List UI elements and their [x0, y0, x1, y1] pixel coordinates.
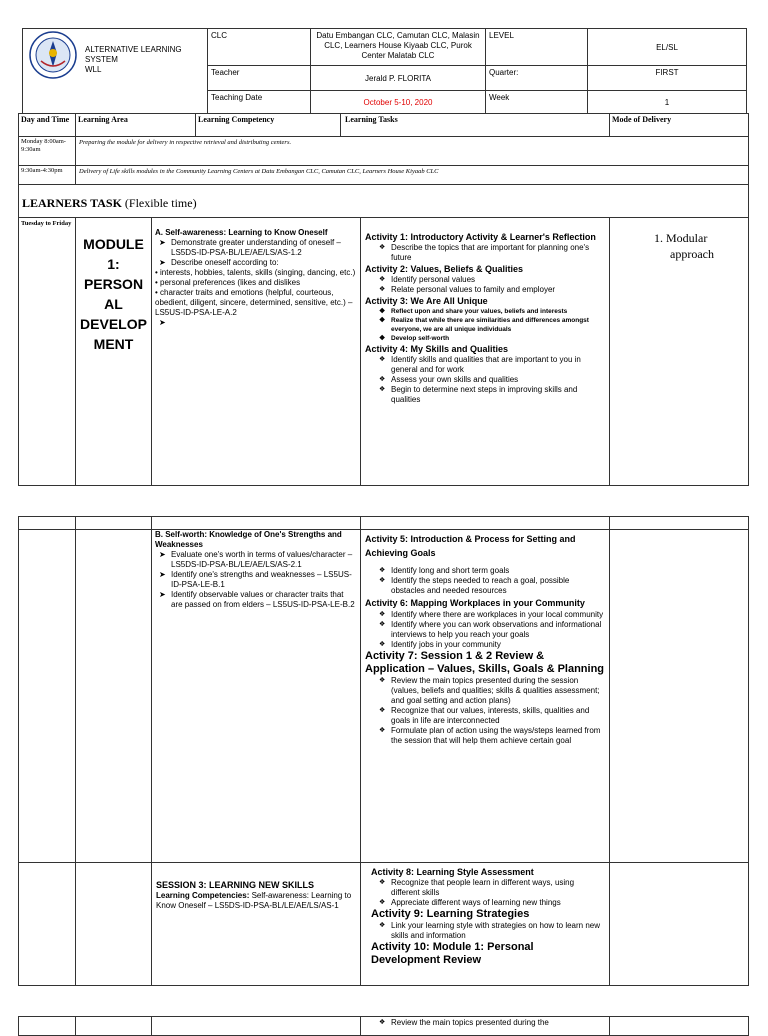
list-item: ❖ Reflect upon and share your values, beliefs and interests	[365, 307, 605, 316]
quarter-value: FIRST	[655, 68, 679, 77]
header-logo-cell	[22, 28, 208, 114]
row-monday-day: Monday 8:00am-9:30am	[18, 136, 76, 166]
tasks-3-cell	[360, 862, 610, 986]
list-item: ❖ Identify skills and qualities that are important to you in general and for work	[365, 355, 605, 375]
p2-top-row-c3	[151, 516, 361, 530]
session-3-comp-label: Learning Competencies:	[156, 891, 250, 900]
session-3-comp-text: Self-awareness: Learning to Know Oneself – LS5DS-ID-PSA-BL/LE/AE/LS/AS-1	[156, 891, 352, 910]
org-name-line-3: WLL	[85, 65, 102, 74]
deped-seal-icon	[29, 31, 77, 79]
level-value: EL/SL	[656, 43, 678, 52]
list-item: ❖ Describe the topics that are important for planning one's future	[365, 243, 605, 263]
list-item: ❖ Link your learning style with strategies on how to learn new skills and information	[365, 921, 605, 941]
teacher-value-cell	[310, 65, 486, 91]
mode-1-cell: 1. Modular approach	[609, 217, 749, 486]
clc-label: CLC	[211, 31, 228, 40]
tasks-1-cell	[360, 217, 610, 486]
clc-value-cell	[310, 28, 486, 66]
list-item: ❖ Recognize that our values, interests, skills, qualities and goals in life are interconnected	[365, 706, 605, 726]
session-3-cell	[151, 862, 361, 986]
list-item: ❖ Identify long and short term goals	[365, 566, 605, 576]
competency-b-cell	[151, 529, 361, 863]
level-value-cell	[587, 28, 747, 66]
list-item: ❖ Relate personal values to family and employer	[365, 285, 605, 295]
list-item: ❖ Formulate plan of action using the ways/steps learned from the session that will help them achieve certain goal	[365, 726, 605, 746]
list-item: ❖ Identify the steps needed to reach a goal, possible obstacles and needed resources	[365, 576, 605, 596]
activity-5-title: Activity 5: Introduction & Process for Setting and Achieving Goals	[365, 534, 576, 558]
list-item: ❖ Recognize that people learn in different ways, using different skills	[365, 878, 605, 898]
p2-top-row-c1	[18, 516, 76, 530]
p2-s3-area-cell	[75, 862, 152, 986]
learners-task-row	[18, 184, 749, 218]
list-item: ➤ Demonstrate greater understanding of oneself – LS5DS-ID-PSA-BL/LE/AE/LS/AS-1.2	[155, 238, 357, 258]
level-label: LEVEL	[489, 31, 514, 40]
list-item: ❖ Begin to determine next steps in improving skills and qualities	[365, 385, 605, 405]
col-area: Learning Area	[75, 113, 196, 137]
activity-10-title: Activity 10: Module 1: Personal Development Review	[371, 941, 534, 966]
clc-value: Datu Embangan CLC, Camutan CLC, Malasin CLC, Learners House Kiyaab CLC, Purok Center Malatab CLC	[316, 31, 480, 60]
activity-2-title: Activity 2: Values, Beliefs & Qualities	[365, 264, 524, 274]
col-competency: Learning Competency	[195, 113, 341, 137]
row-delivery-text: Delivery of Life skills modules in the Community Learning Centers at Datu Embangan CLC, Camutan CLC, Learners House Kiyaab CLC	[75, 165, 749, 185]
row-delivery-day: 9:30am-4:30pm	[18, 165, 76, 185]
list-item: ➤ Evaluate one's worth in terms of values/character – LS5DS-ID-PSA-BL/LE/AE/LS/AS-2.1	[155, 550, 357, 570]
activity-6-title: Activity 6: Mapping Workplaces in your Community	[365, 598, 585, 608]
clc-label-cell	[207, 28, 311, 66]
list-item: ❖ Identify where there are workplaces in your local community	[365, 610, 605, 620]
org-name-line-1: ALTERNATIVE LEARNING	[85, 45, 182, 54]
competency-a-title: A. Self-awareness: Learning to Know Oneself	[155, 228, 328, 237]
list-item: ❖ Identify jobs in your community	[365, 640, 605, 650]
p3-c2	[75, 1016, 152, 1036]
competency-b-title: B. Self-worth: Knowledge of One's Strengths and Weaknesses	[155, 530, 342, 549]
col-mode: Mode of Delivery	[609, 113, 749, 137]
list-item: ❖ Assess your own skills and qualities	[365, 375, 605, 385]
date-value: October 5-10, 2020	[363, 98, 433, 107]
p3-c5	[609, 1016, 749, 1036]
row-monday-text: Preparing the module for delivery in respective retrieval and distributing centers.	[75, 136, 749, 166]
p2-s3-mode-cell	[609, 862, 749, 986]
teacher-label-cell	[207, 65, 311, 91]
empty-bullet	[155, 318, 357, 328]
list-item: ❖ Review the main topics presented during the session (values, beliefs and qualities; skills & qualities assessment; and goal setting and action plans)	[365, 676, 605, 706]
p2-top-row-c2	[75, 516, 152, 530]
activity-8-title: Activity 8: Learning Style Assessment	[371, 867, 534, 877]
level-label-cell	[485, 28, 588, 66]
teacher-label: Teacher	[211, 68, 240, 77]
list-item: ❖ Develop self-worth	[365, 334, 605, 343]
module-1-cell: MODULE 1: PERSON AL DEVELOP MENT	[75, 217, 152, 486]
p2-day-cell	[18, 529, 76, 863]
tasks-2-cell	[360, 529, 610, 863]
date-label-cell	[207, 90, 311, 114]
list-item: ➤ Identify observable values or character traits that are passed on from elders – LS5US-ID-PSA-LE-B.2	[155, 590, 357, 610]
list-item: ❖ Identify personal values	[365, 275, 605, 285]
col-day: Day and Time	[18, 113, 76, 137]
activity-3-title: Activity 3: We Are All Unique	[365, 296, 488, 306]
activity-1-title: Activity 1: Introductory Activity & Learner's Reflection	[365, 232, 596, 242]
week-label: Week	[489, 93, 510, 102]
list-item: ❖ Realize that while there are similarities and differences amongst everyone, we are all unique individuals	[365, 316, 605, 334]
quarter-label: Quarter:	[489, 68, 519, 77]
list-item: ❖ Review the main topics presented during the	[365, 1018, 605, 1028]
teacher-value: Jerald P. FLORITA	[365, 74, 431, 83]
activity-9-title: Activity 9: Learning Strategies	[371, 908, 530, 920]
p2-s3-day-cell	[18, 862, 76, 986]
p3-c4	[360, 1016, 610, 1036]
learners-task-title: LEARNERS TASK	[22, 196, 122, 210]
col-tasks: Learning Tasks	[340, 113, 610, 137]
quarter-value-cell	[587, 65, 747, 91]
p3-c3	[151, 1016, 361, 1036]
date-label: Teaching Date	[211, 93, 263, 102]
list-item: • interests, hobbies, talents, skills (singing, dancing, etc.)	[155, 268, 356, 277]
week-label-cell	[485, 90, 588, 114]
session-3-title: SESSION 3: LEARNING NEW SKILLS	[156, 880, 315, 890]
p2-mode-cell	[609, 529, 749, 863]
day-range-cell: Tuesday to Friday	[18, 217, 76, 486]
activity-4-title: Activity 4: My Skills and Qualities	[365, 344, 509, 354]
org-name-line-2: SYSTEM	[85, 55, 118, 64]
learners-task-sub: (Flexible time)	[124, 196, 197, 210]
p2-top-row-c4	[360, 516, 610, 530]
week-value-cell	[587, 90, 747, 114]
list-item: • character traits and emotions (helpful, courteous, obedient, diligent, sincere, determined, sensitive, etc.) – LS5US-ID-PSA-LE-A.2	[155, 288, 353, 317]
list-item: ➤ Describe oneself according to:	[155, 258, 357, 268]
date-value-cell	[310, 90, 486, 114]
p2-area-cell	[75, 529, 152, 863]
activity-7-title: Activity 7: Session 1 & 2 Review & Application – Values, Skills, Goals & Planning	[365, 650, 605, 675]
list-item: • personal preferences (likes and dislikes	[155, 278, 301, 287]
p2-top-row-c5	[609, 516, 749, 530]
list-item: ➤ Identify one's strengths and weaknesses – LS5US-ID-PSA-LE-B.1	[155, 570, 357, 590]
competency-a-cell	[151, 217, 361, 486]
list-item: ❖ Identify where you can work observations and informational interviews to help you reach your goals	[365, 620, 605, 640]
list-item: ❖ Appreciate different ways of learning new things	[365, 898, 605, 908]
week-value: 1	[664, 98, 670, 107]
p3-c1	[18, 1016, 76, 1036]
quarter-label-cell	[485, 65, 588, 91]
